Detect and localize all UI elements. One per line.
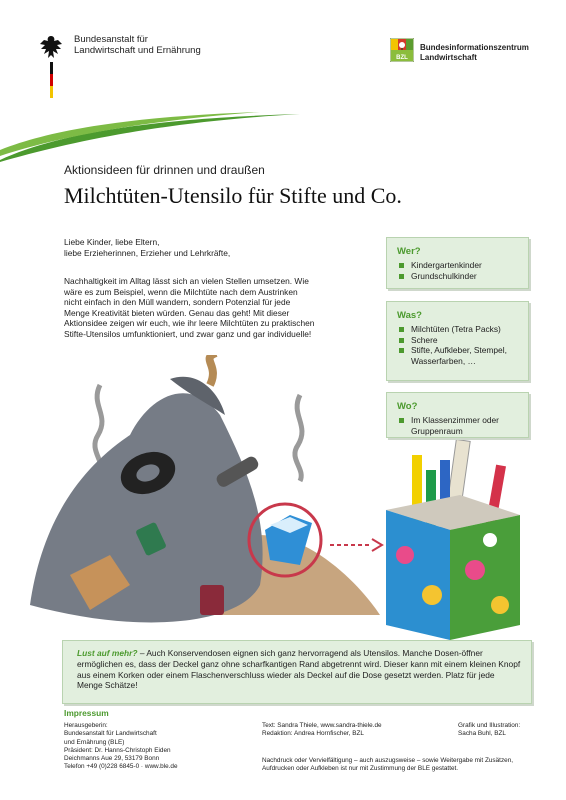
publisher-line: Bundesanstalt für Landwirtschaft xyxy=(64,730,157,738)
intro-line: Aktionsidee zeigen wir euch, wie ihr leere Milchtüten zu praktischen xyxy=(64,318,315,328)
bullet-square-icon xyxy=(399,263,404,268)
copyright-line: Nachdruck oder Vervielfältigung – auch auszugsweise – sowie Weitergabe mit Zusätzen, xyxy=(262,757,514,764)
green-swoosh xyxy=(0,112,300,162)
page-subtitle: Aktionsideen für drinnen und draußen xyxy=(64,163,265,177)
list-item-label: Grundschulkinder xyxy=(411,270,477,281)
ble-name xyxy=(74,34,201,56)
publisher-line: Präsident: Dr. Hanns-Christoph Eiden xyxy=(64,746,171,754)
decorated-carton-side xyxy=(450,515,520,640)
publisher-line: Deichmanns Aue 29, 53179 Bonn xyxy=(64,755,160,763)
info-box-list xyxy=(399,415,522,436)
list-item-label: Im Klassenzimmer oder Gruppenraum xyxy=(411,415,499,436)
publisher-line: Herausgeberin: xyxy=(64,722,108,729)
graphic-credit xyxy=(458,722,548,739)
bzl-logo xyxy=(390,38,414,62)
list-item xyxy=(399,260,522,271)
page-title: Milchtüten-Utensilo für Stifte und Co. xyxy=(64,183,402,208)
publisher-line: Telefon +49 (0)228 6845-0 · www.ble.de xyxy=(64,763,178,771)
info-box-wer xyxy=(386,237,529,289)
copyright-notice xyxy=(262,757,552,774)
list-item-label: Milchtüten (Tetra Packs) xyxy=(411,324,501,334)
intro-line: Stifte-Utensilos umfunktioniert, und zwar ganz und gar individuelle! xyxy=(64,328,312,339)
list-item-label: Schere xyxy=(411,334,438,345)
tip-box xyxy=(62,640,532,704)
info-box-heading: Wo? xyxy=(397,401,418,412)
publisher-line: und Ernährung (BLE) xyxy=(64,738,125,746)
banana-peel xyxy=(210,355,216,385)
flower-sticker-icon xyxy=(491,596,509,614)
tip-text: – Auch Konservendosen eignen sich ganz hervorragend als Utensilos. Manche Dosen-öffner ermöglichen es, dass der Deckel ganz ohne scharfkantigen Rand abgetrennt wird. Dieser kann mit einem kleinen Knopf aus einem Korken oder einem Flaschenverschluss wieder als Deckel auf die Dose gesetzt werden. Platz für jede Menge Schätze! xyxy=(77,648,521,691)
greeting xyxy=(64,237,294,258)
tip-lead: Lust auf mehr? xyxy=(77,648,138,658)
graphic-credit-line: Sacha Buhl, BZL xyxy=(458,730,506,738)
text-credit-line: Text: Sandra Thiele, www.sandra-thiele.de xyxy=(262,722,382,729)
bullet-square-icon xyxy=(399,418,404,423)
info-box-heading: Wer? xyxy=(397,246,421,257)
intro-line: Nachhaltigkeit im Alltag lässt sich an vielen Stellen umsetzen. Wie xyxy=(64,276,309,286)
greeting-line: Liebe Kinder, liebe Eltern, xyxy=(64,237,160,247)
info-box-was xyxy=(386,301,529,381)
intro-line: nicht einfach in den Müll wandern, sondern Potenzial für jede xyxy=(64,297,291,307)
bzl-name-line2: Landwirtschaft xyxy=(420,52,477,62)
decorated-carton-side xyxy=(386,510,450,640)
publisher-info xyxy=(64,722,224,772)
greeting-line: liebe Erzieherinnen, Erzieher und Lehrkräfte, xyxy=(64,247,231,258)
bullet-square-icon xyxy=(399,338,404,343)
smell-fume xyxy=(295,395,302,481)
ble-name-line1: Bundesanstalt für xyxy=(74,34,148,45)
graphic-credit-line: Grafik und Illustration: xyxy=(458,722,521,729)
intro-line: wäre es zum Beispiel, wenn die Milchtüte nach dem Austrinken xyxy=(64,286,298,297)
copyright-line: Aufdrucken oder Aufkleben ist nur mit Zustimmung der BLE gestattet. xyxy=(262,765,459,773)
flower-sticker-icon xyxy=(465,560,485,580)
bzl-badge: BZL xyxy=(396,55,408,61)
text-credit xyxy=(262,722,452,739)
list-item xyxy=(399,271,522,282)
flower-sticker-icon xyxy=(396,546,414,564)
flower-sticker-icon xyxy=(422,585,442,605)
bullet-square-icon xyxy=(399,327,404,332)
intro-paragraph xyxy=(64,276,374,339)
list-item xyxy=(399,335,522,346)
list-item xyxy=(399,324,522,335)
list-item xyxy=(399,345,522,366)
bullet-square-icon xyxy=(399,274,404,279)
list-item-label: Kindergartenkinder xyxy=(411,260,482,270)
info-box-heading: Was? xyxy=(397,310,422,321)
impressum-heading: Impressum xyxy=(64,708,109,718)
federal-eagle-logo xyxy=(38,34,64,98)
bullet-square-icon xyxy=(399,348,404,353)
text-credit-line: Redaktion: Andrea Hornfischer, BZL xyxy=(262,730,364,738)
tin-can-icon xyxy=(200,585,224,615)
arrow-head-icon xyxy=(372,539,382,551)
info-box-list xyxy=(399,260,522,281)
info-box-list xyxy=(399,324,522,366)
info-box-wo xyxy=(386,392,529,438)
list-item xyxy=(399,415,522,436)
intro-line: Menge Kreativität bieten würden. Genau das geht! Mit dieser xyxy=(64,307,290,318)
trash-bag xyxy=(30,393,263,622)
bzl-name xyxy=(420,43,529,62)
bzl-name-line1: Bundesinformationszentrum xyxy=(420,43,529,52)
ble-name-line2: Landwirtschaft und Ernährung xyxy=(74,45,201,56)
flower-sticker-icon xyxy=(483,533,497,547)
list-item-label: Stifte, Aufkleber, Stempel, Wasserfarben, … xyxy=(411,345,507,366)
